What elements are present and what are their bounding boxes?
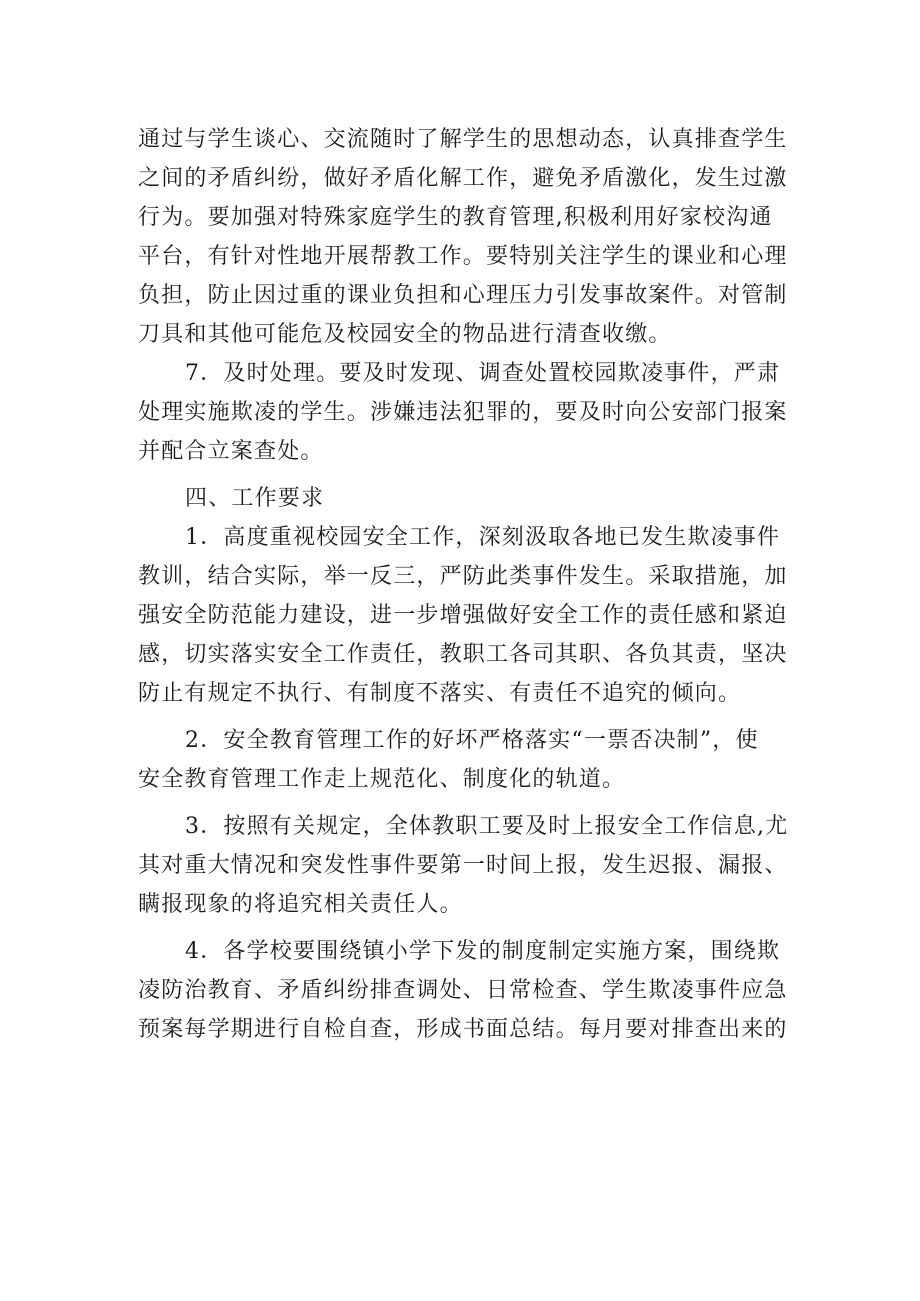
item-1-line: 防止有规定不执行、有制度不落实、有责任不追究的倾向。 — [138, 681, 742, 706]
item-3-line: 3．按照有关规定，全体教职工要及时上报安全工作信息,尤 — [185, 814, 789, 839]
paragraph-line: 平台，有针对性地开展帮教工作。要特别关注学生的课业和心理 — [138, 244, 788, 269]
item-2-line: 安全教育管理工作走上规范化、制度化的轨道。 — [138, 767, 626, 792]
paragraph-line: 负担，防止因过重的课业负担和心理压力引发事故案件。对管制 — [138, 283, 788, 308]
item-7-line: 处理实施欺凌的学生。涉嫌违法犯罪的，要及时向公安部门报案 — [138, 400, 788, 425]
paragraph-spacer — [138, 471, 798, 479]
paragraph-line: 之间的矛盾纠纷，做好矛盾化解工作，避免矛盾激化，发生过激 — [138, 166, 788, 191]
section-heading: 四、工作要求 — [185, 486, 325, 511]
item-7-line: 并配合立案查处。 — [138, 439, 324, 464]
item-2-line: 2．安全教育管理工作的好坏严格落实“一票否决制”，使 — [185, 728, 759, 753]
item-3-line: 其对重大情况和突发性事件要第一时间上报，发生迟报、漏报、 — [138, 853, 788, 878]
item-4-line: 4．各学校要围绕镇小学下发的制度制定实施方案，围绕欺 — [185, 939, 781, 964]
paragraph-line: 通过与学生谈心、交流随时了解学生的思想动态，认真排查学生 — [138, 127, 788, 152]
item-4-line: 预案每学期进行自检自查，形成书面总结。每月要对排查出来的 — [138, 1017, 788, 1042]
paragraph-spacer — [138, 799, 798, 807]
item-4-line: 凌防治教育、矛盾纠纷排查调处、日常检查、学生欺凌事件应急 — [138, 978, 788, 1003]
item-1-line: 教训，结合实际，举一反三，严防此类事件发生。采取措施，加 — [138, 564, 788, 589]
item-1-line: 感，切实落实安全工作责任，教职工各司其职、各负其责，坚决 — [138, 642, 788, 667]
item-1-line: 强安全防范能力建设，进一步增强做好安全工作的责任感和紧迫 — [138, 603, 788, 628]
item-3-line: 瞒报现象的将追究相关责任人。 — [138, 892, 463, 917]
paragraph-spacer — [138, 924, 798, 932]
item-1-line: 1．高度重视校园安全工作，深刻汲取各地已发生欺凌事件 — [185, 525, 781, 550]
item-7-line: 7．及时处理。要及时发现、调查处置校园欺凌事件，严肃 — [185, 361, 781, 386]
document-body — [138, 120, 798, 1049]
paragraph-line: 行为。要加强对特殊家庭学生的教育管理,积极利用好家校沟通 — [138, 205, 773, 230]
paragraph-spacer — [138, 713, 798, 721]
paragraph-line: 刀具和其他可能危及校园安全的物品进行清查收缴。 — [138, 322, 672, 347]
